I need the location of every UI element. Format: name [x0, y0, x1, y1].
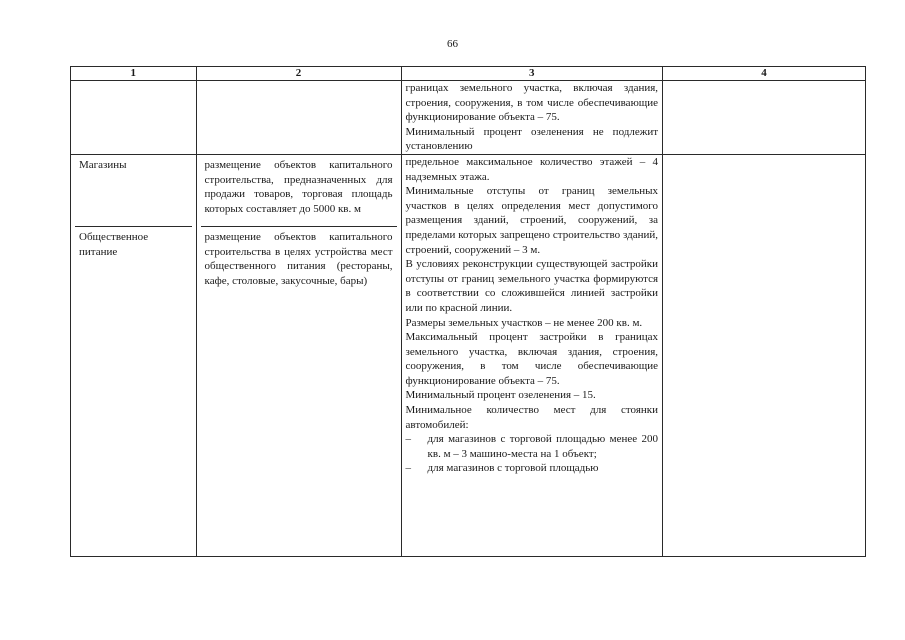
cell-parameters — [401, 81, 663, 155]
parameter-paragraph: Размеры земельных участков – не менее 200 кв. м. — [405, 316, 643, 329]
list-marker: – — [405, 433, 412, 446]
cell-use-names — [71, 154, 197, 556]
use-name-catering: Общественное питание — [79, 230, 149, 258]
parameter-paragraph: Минимальное количество мест для стоянки автомобилей: — [405, 404, 659, 431]
regulations-table — [70, 66, 866, 557]
description-text: размещение объектов капитального строительства в целях устройства мест общественного питания (рестораны, кафе, столовые, закусочные, бары) — [204, 230, 393, 287]
list-item-text: для магазинов с торговой площадью менее 200 кв. м – 3 машино-места на 1 объект; — [427, 433, 659, 460]
cell-use-description — [196, 81, 401, 155]
list-item-text: для магазинов с торговой площадью — [427, 462, 599, 475]
list-item — [406, 461, 659, 476]
parameter-paragraph: предельное максимальное количество этажей – 4 надземных этажа. — [405, 155, 659, 183]
parameter-paragraph: Минимальный процент озеленения – 15. — [405, 389, 596, 402]
cell-notes — [663, 81, 866, 155]
cell-parameters — [401, 154, 663, 556]
parameter-paragraph: Минимальный процент озеленения не подлежит установлению — [405, 125, 659, 153]
parameter-paragraph: Минимальные отступы от границ земельных участков в целях определения мест допустимого размещения зданий, строений, сооружений, за пределами которых запрещено строительство зданий, строений, сооружений – 3 м. — [405, 185, 659, 256]
use-description-catering — [201, 227, 397, 288]
description-text: размещение объектов капитального строительства, предназначенных для продажи товаров, торговая площадь которых составляет до 5000 кв. м — [204, 158, 393, 215]
table-row-continuation — [71, 81, 866, 155]
list-marker: – — [405, 462, 412, 475]
cell-notes — [663, 154, 866, 556]
parameter-paragraph: границах земельного участка, включая здания, строения, сооружения, в том числе обеспечивающие функционирование объекта – 75. — [405, 82, 659, 124]
cell-use-descriptions — [196, 154, 401, 556]
column-header-4: 4 — [663, 67, 866, 81]
column-header-3: 3 — [401, 67, 663, 81]
cell-use-name — [71, 81, 197, 155]
column-header-1: 1 — [71, 67, 197, 81]
page-number: 66 — [447, 38, 458, 50]
table-row-main — [71, 154, 866, 556]
use-name-shops: Магазины — [75, 155, 192, 227]
parameter-paragraph: В условиях реконструкции существующей застройки отступы от границ земельного участка формируются в соответствии со сложившейся линией застройки или по красной линии. — [405, 258, 659, 314]
use-description-shops — [201, 155, 397, 227]
table-header-row — [71, 67, 866, 81]
list-item — [406, 432, 659, 461]
parameter-paragraph: Максимальный процент застройки в границах земельного участка, включая здания, строения, сооружения, в том числе обеспечивающие функционирование объекта – 75. — [405, 331, 659, 387]
column-header-2: 2 — [196, 67, 401, 81]
